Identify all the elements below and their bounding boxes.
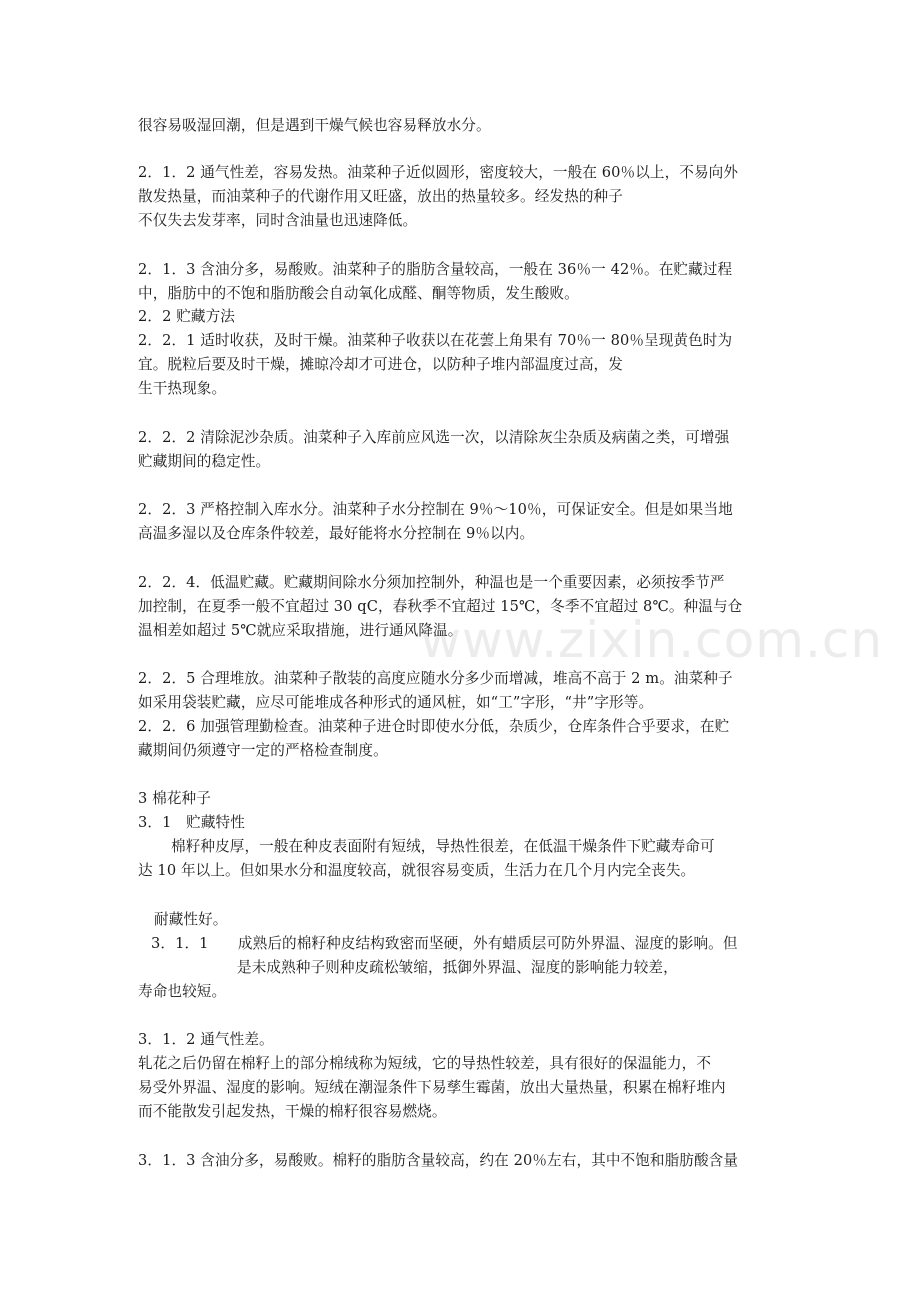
text-line: 耐藏性好。 [154, 911, 228, 928]
text-line: 而不能散发引起发热，干燥的棉籽很容易燃烧。 [138, 1103, 447, 1120]
text-line: 散发热量，而油菜种子的代谢作用又旺盛，放出的热量较多。经发热的种子 [138, 188, 623, 205]
text-line: 2．2．5 合理堆放。油菜种子散装的高度应随水分多少而增减，堆高不高于 2 m。油菜种子 [138, 670, 733, 687]
text-line: 达 10 年以上。但如果水分和温度较高，就很容易变质，生活力在几个月内完全丧失。 [138, 862, 696, 879]
text-line: 2．1．3 含油分多，易酸败。油菜种子的脂肪含量较高，一般在 36％一 42％。在贮藏过程 [138, 261, 733, 278]
text-line: 贮藏期间的稳定性。 [138, 453, 271, 470]
section-heading: 3 棉花种子 [138, 790, 211, 807]
text-line: 棉籽种皮厚，一般在种皮表面附有短绒，导热性很差，在低温干燥条件下贮藏寿命可 [171, 838, 715, 855]
section-heading: 2．2 贮藏方法 [138, 308, 235, 325]
text-line: 2．2．3 严格控制入库水分。油菜种子水分控制在 9％～10％，可保证安全。但是如果当地 [138, 501, 733, 518]
text-line: 寿命也较短。 [138, 983, 227, 1000]
section-heading: 3．1 贮藏特性 [138, 814, 245, 831]
text-line: 宜。脱粒后要及时干燥，摊晾冷却才可进仓，以防种子堆内部温度过高，发 [138, 356, 623, 373]
text-line: 很容易吸湿回潮，但是遇到干燥气候也容易释放水分。 [138, 117, 491, 134]
text-line: 加控制，在夏季一般不宜超过 30 qC，春秋季不宜超过 15℃，冬季不宜超过 8℃。种温与仓 [138, 598, 743, 615]
text-line: 2．1．2 通气性差，容易发热。油菜种子近似圆形，密度较大，一般在 60％以上，不易向外 [138, 164, 739, 181]
text-line: 温相差如超过 5℃就应采取措施，进行通风降温。 [138, 622, 463, 639]
text-line: 3．1．2 通气性差。 [138, 1031, 274, 1048]
text-line: 2．2．1 适时收获，及时干燥。油菜种子收获以在花蕓上角果有 70％一 80％呈现黄色时为 [138, 332, 733, 349]
text-line: 轧花之后仍留在棉籽上的部分棉绒称为短绒，它的导热性较差，具有很好的保温能力，不 [138, 1055, 712, 1072]
text-line: 2．2．2 清除泥沙杂质。油菜种子入库前应风选一次，以清除灰尘杂质及病菌之类，可增强 [138, 429, 730, 446]
text-line: 高温多湿以及仓库条件较差，最好能将水分控制在 9％以内。 [138, 525, 535, 542]
text-line: 生干热现象。 [138, 380, 227, 397]
text-line: 2．2．4．低温贮藏。贮藏期间除水分须加控制外，种温也是一个重要因素，必须按季节严 [138, 574, 725, 591]
text-line: 3．1．1 成熟后的棉籽种皮结构致密而坚硬，外有蜡质层可防外界温、湿度的影响。但 [151, 935, 738, 952]
text-line: 2．2．6 加强管理勤检查。油菜种子进仓时即使水分低，杂质少，仓库条件合乎要求，在贮 [138, 718, 730, 735]
text-line: 不仅失去发芽率，同时含油量也迅速降低。 [138, 212, 418, 229]
text-line: 如采用袋装贮藏，应尽可能堆成各种形式的通风桩，如“工”字形，“井”字形等。 [138, 694, 654, 711]
text-line: 藏期间仍须遵守一定的严格检查制度。 [138, 742, 388, 759]
watermark: www.zixin.com.cn [420, 611, 884, 669]
text-line: 中，脂肪中的不饱和脂肪酸会自动氧化成醛、酮等物质，发生酸败。 [138, 285, 579, 302]
text-line: 易受外界温、湿度的影响。短绒在潮湿条件下易孳生霉菌，放出大量热量，积累在棉籽堆内 [138, 1079, 726, 1096]
text-line: 3．1．3 含油分多，易酸败。棉籽的脂肪含量较高，约在 20％左右，其中不饱和脂肪酸含量 [138, 1152, 739, 1169]
text-line: 是未成熟种子则种皮疏松皱缩，抵御外界温、湿度的影响能力较差， [237, 959, 678, 976]
